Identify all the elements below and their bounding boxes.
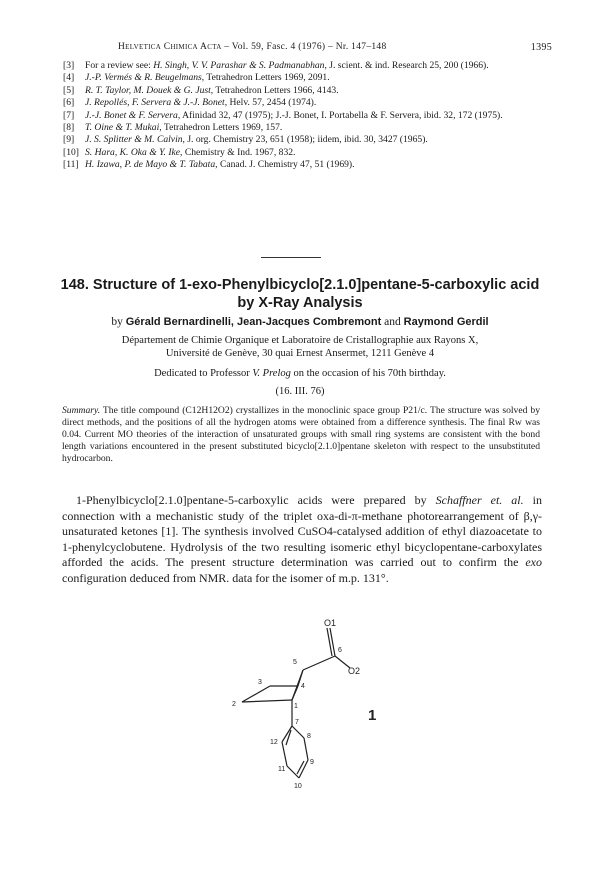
atom-label: 1 [294,703,298,710]
reference-item: [5] R. T. Taylor, M. Douek & G. Just, Tetrahedron Letters 1966, 4143. [63,84,339,96]
reference-list [63,60,563,172]
atom-label: 11 [278,766,286,773]
atom-label: 6 [338,647,342,654]
atom-labels [232,618,360,790]
atom-label: O2 [348,666,361,676]
reference-item: [7] J.-J. Bonet & F. Servera, Afinidad 32, 47 (1975); J.-J. Bonet, I. Portabella & F. Servera, ibid. 32, 172 (1975). [63,109,503,121]
atom-label: 10 [294,783,302,790]
atom-label: 12 [270,739,278,746]
atom-label: 7 [295,719,299,726]
body-paragraph: 1-Phenylbicyclo[2.1.0]pentane-5-carboxylic acids were prepared by Schaffner et. al. in connection with a mechanistic study of the triplet oxa-di-π-methane photorearrangement of β,γ-unsaturated ketones [1]. The synthesis involved CuSO4-catalysed addition of ethyl diazoacetate to 1-phenylcyclobutene. Hydrolysis of the two resulting isomeric ethyl bicyclopentane-carboxylates afforded the acids. The present structure determination was carried out to confirm the exo configuration deduced from NMR. data for the isomer of m.p. 131°. [62,493,543,585]
article-title: 148. Structure of 1-exo-Phenylbicyclo[2.1.0]pentane-5-carboxylic acid by X-Ray Analysis [60,277,540,311]
body-text [62,493,542,587]
molecule-structure-diagram [200,608,420,798]
atom-label: 9 [310,759,314,766]
atom-label: 2 [232,701,236,708]
summary: Summary. The title compound (C12H12O2) crystallizes in the monoclinic space group P21/c. The structure was solved by direct methods, and the positions of all the hydrogen atoms were obtained from a difference synthesis. The final Rw was 0.04. Current MO theories of the interaction of unsaturated groups with small ring systems are consistent with the bond length variations encountered in the present substituted bicyclo[2.1.0]pentane skeleton with respect to the unsubstituted hydrocarbon. [62,405,540,464]
reference-item: [11] H. Izawa, P. de Mayo & T. Tabata, Canad. J. Chemistry 47, 51 (1969). [63,159,355,171]
atom-label: 5 [293,659,297,666]
author-line: by Gérald Bernardinelli, Jean-Jacques Combremont and Raymond Gerdil [111,316,489,328]
page-number: 1395 [530,42,552,53]
received-date: (16. III. 76) [275,386,325,397]
atom-label: 4 [301,683,305,690]
atom-label: 3 [258,679,262,686]
compound-number: 1 [368,707,377,724]
dedication: Dedicated to Professor V. Prelog on the occasion of his 70th birthday. [154,368,446,379]
reference-item: [8] T. Oine & T. Mukai, Tetrahedron Letters 1969, 157. [63,122,283,134]
reference-item: [6] J. Repollés, F. Servera & J.-J. Bonet, Helv. 57, 2454 (1974). [63,97,317,109]
affiliation: Département de Chimie Organique et Laboratoire de Cristallographie aux Rayons X, Université de Genève, 30 quai Ernest Ansermet, 1211 Genève 4 [121,335,479,359]
running-header-journal: Helvetica Chimica Acta – Vol. 59, Fasc. 4 (1976) – Nr. 147–148 [118,42,387,52]
reference-item: [9] J. S. Splitter & M. Calvin, J. org. Chemistry 23, 651 (1958); iidem, ibid. 30, 3427 (1965). [63,134,428,146]
reference-item: [3] For a review see: H. Singh, V. V. Parashar & S. Padmanabhan, J. scient. & ind. Research 25, 200 (1966). [63,60,489,71]
section-divider [261,257,321,258]
atom-label: O1 [324,618,337,628]
atom-label: 8 [307,733,311,740]
reference-item: [4] J.-P. Vermés & R. Beugelmans, Tetrahedron Letters 1969, 2091. [63,72,330,84]
reference-item: [10] S. Hara, K. Oka & Y. Ike, Chemistry & Ind. 1967, 832. [63,146,296,158]
